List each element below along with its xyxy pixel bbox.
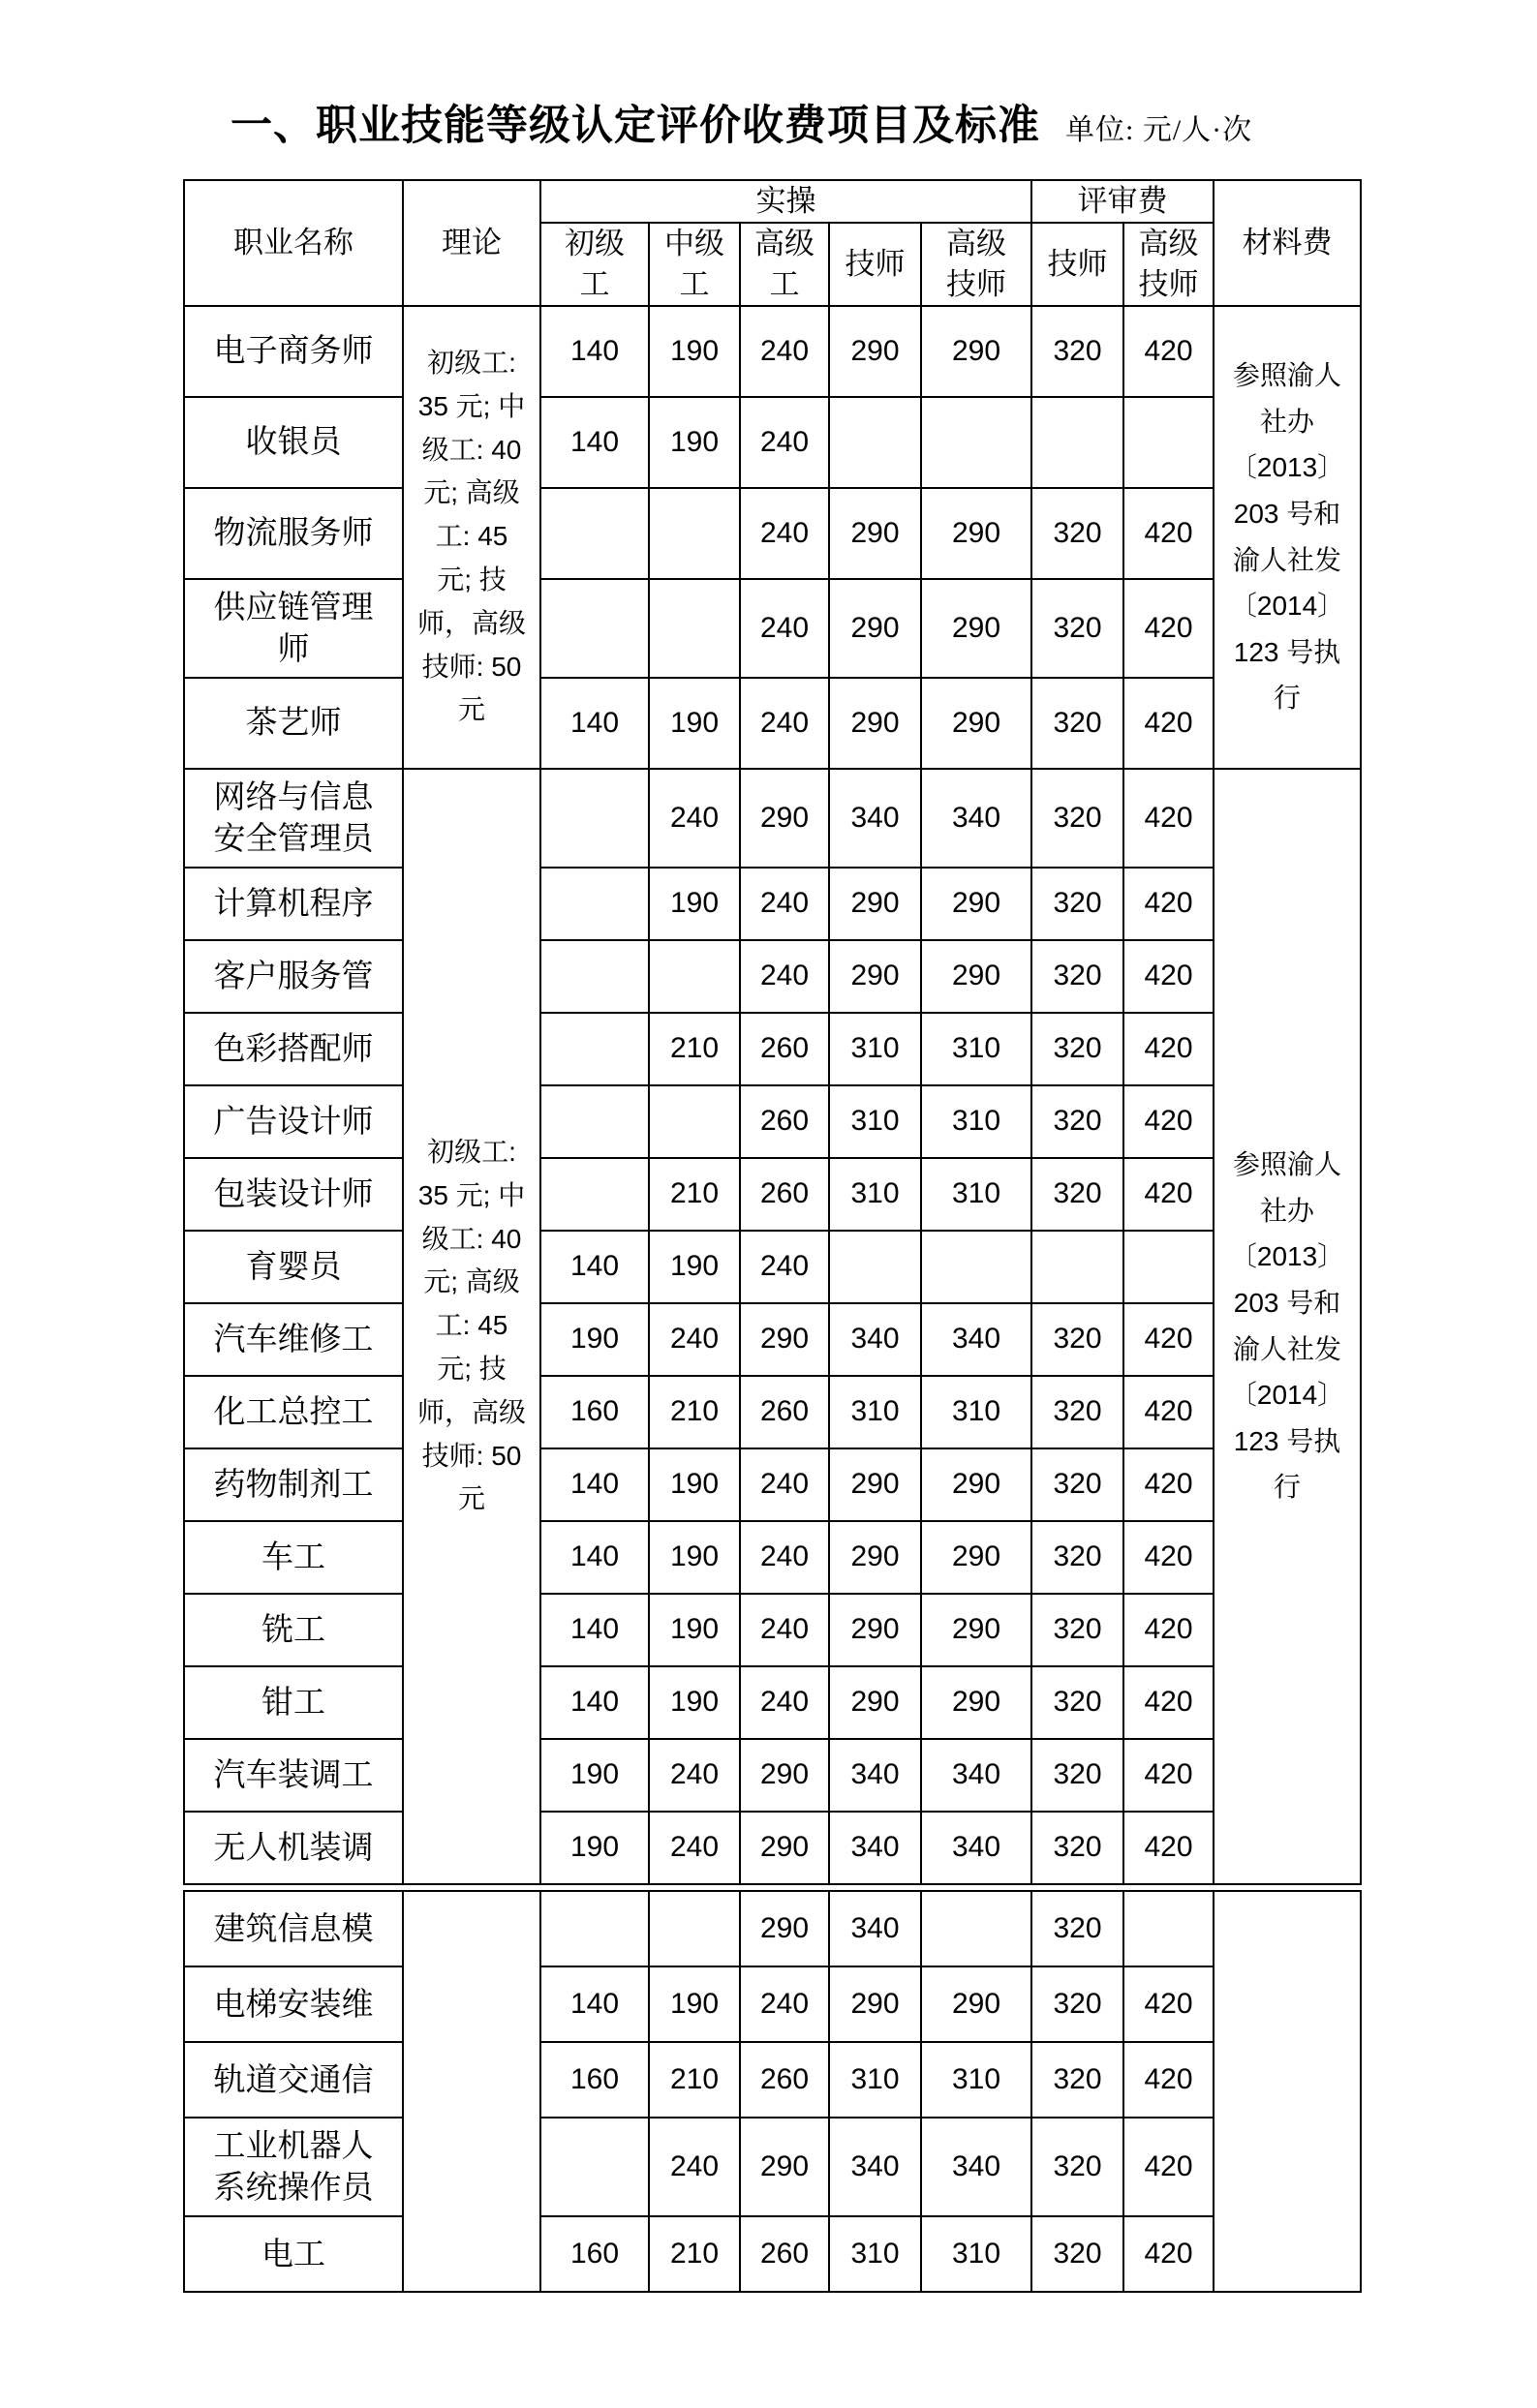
table-row (184, 2118, 1361, 2216)
fee-value-cell: 240 (740, 1666, 829, 1739)
fee-value-cell: 340 (829, 1891, 921, 1966)
fee-value-cell (540, 2118, 649, 2216)
table-row (184, 1739, 1361, 1812)
table-row (184, 579, 1361, 678)
fee-value-cell: 240 (649, 2118, 740, 2216)
fee-value-cell: 290 (829, 1966, 921, 2042)
fee-value-cell: 310 (829, 1376, 921, 1448)
fee-value-cell: 290 (921, 579, 1031, 678)
occupation-name-cell: 建筑信息模 (184, 1891, 403, 1966)
occupation-name-cell: 汽车维修工 (184, 1303, 403, 1376)
fee-value-cell: 260 (740, 1013, 829, 1085)
fee-value-cell: 310 (921, 2042, 1031, 2118)
header-row-1 (184, 180, 1361, 223)
table-row (184, 1812, 1361, 1884)
fee-value-cell: 290 (921, 1448, 1031, 1521)
fee-value-cell (921, 1891, 1031, 1966)
occupation-name-cell: 网络与信息安全管理员 (184, 769, 403, 868)
fee-value-cell: 140 (540, 1521, 649, 1594)
fee-value-cell: 420 (1123, 306, 1214, 397)
occupation-header: 职业名称 (184, 180, 403, 306)
fee-value-cell: 320 (1031, 1966, 1123, 2042)
page-title: 一、职业技能等级认定评价收费项目及标准 (231, 103, 1040, 149)
occupation-name-cell: 车工 (184, 1521, 403, 1594)
fee-value-cell: 260 (740, 2042, 829, 2118)
fee-value-cell (1123, 1891, 1214, 1966)
level-header-junior: 初级工 (540, 223, 649, 306)
fee-value-cell: 240 (649, 1303, 740, 1376)
fee-value-cell (649, 488, 740, 579)
fee-value-cell: 290 (921, 1666, 1031, 1739)
fee-value-cell: 290 (921, 940, 1031, 1013)
fee-value-cell: 290 (740, 2118, 829, 2216)
fee-value-cell (540, 769, 649, 868)
fee-value-cell: 320 (1031, 1666, 1123, 1739)
fee-value-cell: 190 (649, 306, 740, 397)
fee-value-cell: 420 (1123, 2118, 1214, 2216)
fee-value-cell: 140 (540, 397, 649, 488)
fee-value-cell: 240 (740, 1966, 829, 2042)
fee-value-cell: 320 (1031, 1521, 1123, 1594)
occupation-name-cell: 广告设计师 (184, 1085, 403, 1158)
fee-value-cell: 140 (540, 1666, 649, 1739)
theory-fee-cell: 初级工: 35 元; 中级工: 40 元; 高级工: 45 元; 技师，高级技师: 50 元 (403, 306, 540, 769)
fee-value-cell: 320 (1031, 579, 1123, 678)
occupation-name-cell: 电梯安装维 (184, 1966, 403, 2042)
fee-value-cell: 240 (740, 868, 829, 940)
fee-value-cell: 310 (829, 2042, 921, 2118)
fee-value-cell: 190 (649, 1231, 740, 1303)
fee-value-cell: 290 (829, 1521, 921, 1594)
occupation-name-cell: 药物制剂工 (184, 1448, 403, 1521)
fee-value-cell: 210 (649, 1376, 740, 1448)
fee-value-cell (540, 488, 649, 579)
fee-value-cell: 340 (829, 1739, 921, 1812)
fee-value-cell: 240 (740, 488, 829, 579)
fee-value-cell (921, 397, 1031, 488)
occupation-name-cell: 物流服务师 (184, 488, 403, 579)
occupation-name-cell: 供应链管理师 (184, 579, 403, 678)
fee-value-cell: 160 (540, 2042, 649, 2118)
fee-value-cell: 190 (649, 1448, 740, 1521)
fee-value-cell: 420 (1123, 1448, 1214, 1521)
fee-value-cell: 310 (829, 2216, 921, 2292)
fee-value-cell (1123, 1231, 1214, 1303)
occupation-name-cell: 电子商务师 (184, 306, 403, 397)
fee-value-cell (649, 579, 740, 678)
fee-value-cell: 290 (921, 488, 1031, 579)
fee-value-cell: 420 (1123, 678, 1214, 769)
table-row (184, 1448, 1361, 1521)
table-row (184, 1013, 1361, 1085)
occupation-name-cell: 无人机装调 (184, 1812, 403, 1884)
fee-value-cell: 320 (1031, 1303, 1123, 1376)
fee-value-cell: 260 (740, 1085, 829, 1158)
fee-table-continuation (183, 1890, 1362, 2293)
fee-value-cell (540, 1158, 649, 1231)
fee-value-cell: 340 (921, 2118, 1031, 2216)
fee-value-cell: 420 (1123, 769, 1214, 868)
fee-value-cell: 190 (649, 1521, 740, 1594)
occupation-name-cell: 收银员 (184, 397, 403, 488)
fee-value-cell (649, 1085, 740, 1158)
fee-value-cell: 290 (740, 1739, 829, 1812)
fee-value-cell: 290 (921, 678, 1031, 769)
fee-value-cell: 190 (649, 678, 740, 769)
fee-value-cell: 320 (1031, 1448, 1123, 1521)
fee-value-cell: 320 (1031, 488, 1123, 579)
fee-value-cell: 420 (1123, 1158, 1214, 1231)
fee-value-cell: 260 (740, 2216, 829, 2292)
fee-value-cell: 320 (1031, 868, 1123, 940)
fee-value-cell: 240 (740, 306, 829, 397)
fee-value-cell: 290 (829, 678, 921, 769)
table-row (184, 2042, 1361, 2118)
fee-value-cell: 320 (1031, 678, 1123, 769)
fee-value-cell: 290 (740, 769, 829, 868)
table-row (184, 2216, 1361, 2292)
fee-value-cell: 210 (649, 1013, 740, 1085)
fee-value-cell (1031, 397, 1123, 488)
fee-value-cell: 260 (740, 1158, 829, 1231)
fee-value-cell: 190 (649, 397, 740, 488)
table-row (184, 306, 1361, 397)
fee-value-cell: 420 (1123, 1521, 1214, 1594)
fee-value-cell: 190 (540, 1303, 649, 1376)
fee-value-cell: 240 (649, 769, 740, 868)
fee-value-cell (1031, 1231, 1123, 1303)
fee-value-cell: 340 (921, 1812, 1031, 1884)
fee-value-cell: 290 (740, 1303, 829, 1376)
occupation-name-cell: 育婴员 (184, 1231, 403, 1303)
fee-value-cell (540, 940, 649, 1013)
fee-value-cell: 240 (740, 940, 829, 1013)
table-row (184, 868, 1361, 940)
fee-value-cell: 260 (740, 1376, 829, 1448)
table-row (184, 1521, 1361, 1594)
fee-value-cell (540, 1085, 649, 1158)
fee-value-cell: 240 (740, 1448, 829, 1521)
fee-value-cell: 290 (921, 868, 1031, 940)
fee-value-cell: 290 (829, 1594, 921, 1666)
fee-value-cell: 320 (1031, 1812, 1123, 1884)
fee-value-cell: 420 (1123, 1013, 1214, 1085)
fee-value-cell: 190 (649, 1966, 740, 2042)
table-row (184, 1085, 1361, 1158)
fee-value-cell: 140 (540, 1966, 649, 2042)
fee-value-cell: 320 (1031, 1085, 1123, 1158)
fee-value-cell: 320 (1031, 2118, 1123, 2216)
occupation-name-cell: 电工 (184, 2216, 403, 2292)
fee-value-cell: 290 (921, 1521, 1031, 1594)
fee-value-cell: 290 (829, 1666, 921, 1739)
fee-value-cell: 140 (540, 678, 649, 769)
fee-value-cell: 240 (740, 1521, 829, 1594)
fee-value-cell (540, 579, 649, 678)
fee-value-cell: 190 (540, 1812, 649, 1884)
fee-value-cell (540, 1891, 649, 1966)
table-row (184, 397, 1361, 488)
fee-value-cell: 310 (921, 2216, 1031, 2292)
occupation-name-cell: 钳工 (184, 1666, 403, 1739)
occupation-name-cell: 客户服务管 (184, 940, 403, 1013)
fee-value-cell: 210 (649, 2042, 740, 2118)
fee-value-cell (649, 1891, 740, 1966)
fee-value-cell: 420 (1123, 2216, 1214, 2292)
fee-value-cell: 420 (1123, 1594, 1214, 1666)
occupation-name-cell: 计算机程序 (184, 868, 403, 940)
review-header-senior-technician: 高级技师 (1123, 223, 1214, 306)
table-row (184, 1231, 1361, 1303)
fee-value-cell: 420 (1123, 1303, 1214, 1376)
fee-value-cell: 310 (829, 1085, 921, 1158)
fee-value-cell: 140 (540, 1594, 649, 1666)
table-row (184, 678, 1361, 769)
fee-value-cell: 320 (1031, 1158, 1123, 1231)
fee-value-cell: 140 (540, 306, 649, 397)
table-row (184, 1594, 1361, 1666)
fee-value-cell: 290 (740, 1891, 829, 1966)
fee-value-cell: 290 (829, 306, 921, 397)
fee-value-cell: 310 (921, 1158, 1031, 1231)
fee-value-cell (540, 868, 649, 940)
table-header (184, 180, 1361, 306)
fee-value-cell: 420 (1123, 940, 1214, 1013)
level-header-senior-technician: 高级技师 (921, 223, 1031, 306)
occupation-name-cell: 工业机器人系统操作员 (184, 2118, 403, 2216)
fee-value-cell: 320 (1031, 306, 1123, 397)
occupation-name-cell: 轨道交通信 (184, 2042, 403, 2118)
table-row (184, 488, 1361, 579)
fee-value-cell: 320 (1031, 940, 1123, 1013)
fee-value-cell: 320 (1031, 2042, 1123, 2118)
fee-value-cell: 290 (740, 1812, 829, 1884)
review-header-technician: 技师 (1031, 223, 1123, 306)
fee-value-cell: 290 (921, 1594, 1031, 1666)
table-body-group-a (184, 306, 1361, 769)
fee-value-cell: 420 (1123, 868, 1214, 940)
material-fee-cell: 参照渝人社办〔2013〕203 号和渝人社发〔2014〕123 号执行 (1214, 769, 1361, 1884)
material-fee-cell: 参照渝人社办〔2013〕203 号和渝人社发〔2014〕123 号执行 (1214, 306, 1361, 769)
occupation-name-cell: 汽车装调工 (184, 1739, 403, 1812)
fee-value-cell: 160 (540, 2216, 649, 2292)
fee-value-cell: 420 (1123, 1085, 1214, 1158)
fee-value-cell: 240 (740, 579, 829, 678)
fee-value-cell: 340 (829, 1812, 921, 1884)
fee-value-cell: 290 (829, 579, 921, 678)
material-fee-header: 材料费 (1214, 180, 1361, 306)
fee-value-cell: 140 (540, 1448, 649, 1521)
table-row (184, 1303, 1361, 1376)
fee-value-cell: 240 (740, 1594, 829, 1666)
fee-value-cell: 420 (1123, 1966, 1214, 2042)
fee-value-cell: 320 (1031, 769, 1123, 868)
fee-value-cell: 210 (649, 1158, 740, 1231)
fee-table-main (183, 179, 1362, 1885)
fee-value-cell: 310 (921, 1085, 1031, 1158)
fee-value-cell (921, 1231, 1031, 1303)
fee-value-cell: 190 (649, 1666, 740, 1739)
theory-fee-cell (403, 1891, 540, 2292)
material-fee-cell (1214, 1891, 1361, 2292)
practical-header: 实操 (540, 180, 1031, 223)
fee-value-cell (1123, 397, 1214, 488)
fee-value-cell: 310 (921, 1376, 1031, 1448)
fee-value-cell: 320 (1031, 1013, 1123, 1085)
fee-value-cell: 310 (829, 1013, 921, 1085)
fee-value-cell: 340 (829, 1303, 921, 1376)
fee-value-cell: 140 (540, 1231, 649, 1303)
fee-value-cell: 240 (740, 397, 829, 488)
level-header-intermediate: 中级工 (649, 223, 740, 306)
fee-value-cell: 320 (1031, 1376, 1123, 1448)
occupation-name-cell: 化工总控工 (184, 1376, 403, 1448)
fee-value-cell: 340 (921, 769, 1031, 868)
fee-value-cell: 310 (829, 1158, 921, 1231)
fee-value-cell: 340 (829, 2118, 921, 2216)
table-row (184, 1666, 1361, 1739)
fee-value-cell: 240 (649, 1739, 740, 1812)
theory-header: 理论 (403, 180, 540, 306)
theory-fee-cell: 初级工: 35 元; 中级工: 40 元; 高级工: 45 元; 技师，高级技师: 50 元 (403, 769, 540, 1884)
fee-value-cell: 190 (649, 868, 740, 940)
fee-value-cell: 190 (649, 1594, 740, 1666)
table-row (184, 1966, 1361, 2042)
fee-value-cell: 320 (1031, 1739, 1123, 1812)
table-row (184, 769, 1361, 868)
fee-value-cell: 320 (1031, 2216, 1123, 2292)
fee-value-cell: 160 (540, 1376, 649, 1448)
fee-value-cell: 210 (649, 2216, 740, 2292)
table-row (184, 1158, 1361, 1231)
fee-value-cell: 340 (921, 1739, 1031, 1812)
fee-value-cell: 420 (1123, 1376, 1214, 1448)
fee-value-cell: 420 (1123, 1812, 1214, 1884)
fee-value-cell: 340 (829, 769, 921, 868)
table-row (184, 940, 1361, 1013)
occupation-name-cell: 色彩搭配师 (184, 1013, 403, 1085)
fee-value-cell (649, 940, 740, 1013)
fee-value-cell: 420 (1123, 1666, 1214, 1739)
table-body-group-b (184, 769, 1361, 1884)
fee-value-cell: 190 (540, 1739, 649, 1812)
fee-value-cell: 290 (921, 306, 1031, 397)
fee-value-cell (540, 1013, 649, 1085)
fee-value-cell: 240 (740, 678, 829, 769)
fee-value-cell: 240 (740, 1231, 829, 1303)
fee-value-cell: 290 (921, 1966, 1031, 2042)
unit-label: 单位: 元/人·次 (1065, 114, 1253, 146)
fee-value-cell: 290 (829, 868, 921, 940)
fee-value-cell: 420 (1123, 2042, 1214, 2118)
review-fee-header: 评审费 (1031, 180, 1214, 223)
level-header-technician: 技师 (829, 223, 921, 306)
occupation-name-cell: 茶艺师 (184, 678, 403, 769)
fee-value-cell: 310 (921, 1013, 1031, 1085)
title-row (231, 93, 1252, 152)
fee-value-cell: 420 (1123, 1739, 1214, 1812)
occupation-name-cell: 包装设计师 (184, 1158, 403, 1231)
fee-value-cell: 290 (829, 1448, 921, 1521)
fee-value-cell: 320 (1031, 1594, 1123, 1666)
occupation-name-cell: 铣工 (184, 1594, 403, 1666)
fee-value-cell: 420 (1123, 579, 1214, 678)
fee-value-cell: 340 (921, 1303, 1031, 1376)
table-row (184, 1891, 1361, 1966)
fee-value-cell (829, 1231, 921, 1303)
level-header-senior: 高级工 (740, 223, 829, 306)
fee-value-cell: 290 (829, 940, 921, 1013)
table-body-continuation (184, 1891, 1361, 2292)
fee-value-cell: 320 (1031, 1891, 1123, 1966)
table-row (184, 1376, 1361, 1448)
fee-value-cell: 240 (649, 1812, 740, 1884)
fee-value-cell: 290 (829, 488, 921, 579)
fee-value-cell: 420 (1123, 488, 1214, 579)
fee-value-cell (829, 397, 921, 488)
